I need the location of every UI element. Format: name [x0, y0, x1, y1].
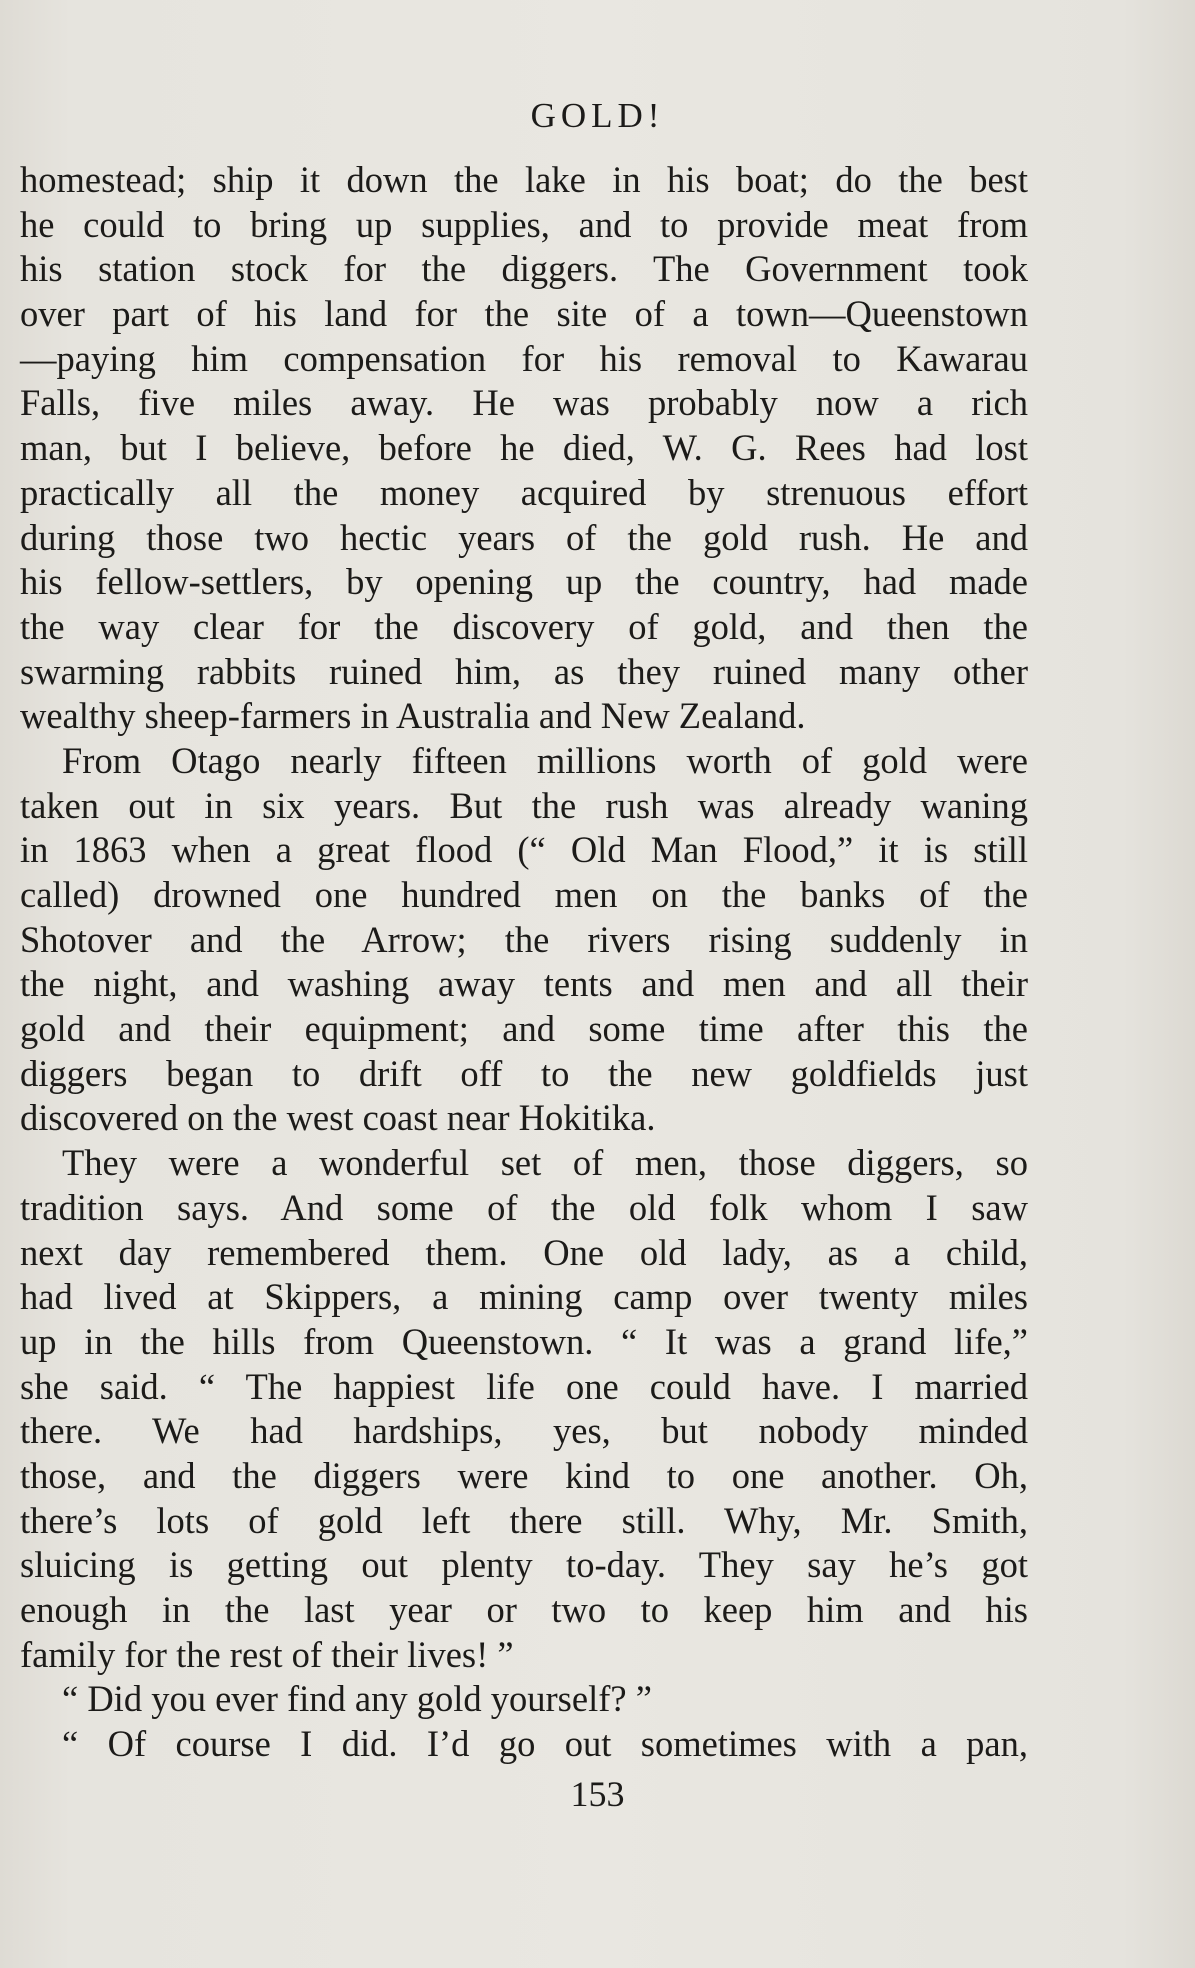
- text-line: there’s lots of gold left there still. Why, Mr. Smith,: [20, 1499, 1028, 1541]
- text-line: tradition says. And some of the old folk whom I saw: [20, 1186, 1028, 1228]
- text-line: homestead; ship it down the lake in his boat; do the best: [20, 159, 1028, 200]
- text-line: during those two hectic years of the gold rush. He and: [20, 516, 1028, 558]
- text-line: diggers began to drift off to the new goldfields just: [20, 1052, 1028, 1094]
- text-line: gold and their equipment; and some time after this the: [20, 1008, 1028, 1050]
- text-line: in 1863 when a great flood (“ Old Man Flood,” it is still: [20, 829, 1028, 871]
- text-line: wealthy sheep-farmers in Australia and New Zealand.: [20, 695, 806, 737]
- text-line: had lived at Skippers, a mining camp over twenty miles: [20, 1276, 1028, 1318]
- text-line: family for the rest of their lives! ”: [20, 1633, 514, 1675]
- text-line: Shotover and the Arrow; the rivers rising suddenly in: [20, 918, 1028, 960]
- text-line: called) drowned one hundred men on the banks of the: [20, 874, 1028, 915]
- text-line: those, and the diggers were kind to one another. Oh,: [20, 1454, 1028, 1496]
- text-line: —paying him compensation for his removal to Kawarau: [20, 337, 1028, 379]
- text-line: sluicing is getting out plenty to-day. They say he’s got: [20, 1544, 1028, 1586]
- text-line: practically all the money acquired by strenuous effort: [20, 471, 1028, 513]
- text-line: he could to bring up supplies, and to provide meat from: [20, 203, 1028, 245]
- text-line: she said. “ The happiest life one could have. I married: [20, 1365, 1028, 1407]
- text-line: his fellow-settlers, by opening up the country, had made: [20, 561, 1028, 603]
- text-line: his station stock for the diggers. The Government took: [20, 248, 1028, 290]
- body-text: [20, 158, 1028, 1767]
- text-line: They were a wonderful set of men, those diggers, so: [62, 1142, 1028, 1184]
- text-line: next day remembered them. One old lady, as a child,: [20, 1231, 1028, 1273]
- text-line: “ Did you ever find any gold yourself? ”: [62, 1678, 652, 1720]
- text-line: up in the hills from Queenstown. “ It was a grand life,”: [20, 1320, 1028, 1362]
- text-line: enough in the last year or two to keep him and his: [20, 1589, 1028, 1630]
- text-line: Falls, five miles away. He was probably now a rich: [20, 382, 1028, 424]
- text-line: there. We had hardships, yes, but nobody minded: [20, 1410, 1028, 1452]
- text-line: From Otago nearly fifteen millions worth of gold were: [62, 739, 1028, 781]
- text-line: man, but I believe, before he died, W. G. Rees had lost: [20, 427, 1028, 469]
- text-line: the way clear for the discovery of gold, and then the: [20, 605, 1028, 647]
- running-head: GOLD!: [530, 96, 665, 135]
- text-line: taken out in six years. But the rush was already waning: [20, 784, 1028, 826]
- text-line: over part of his land for the site of a town—Queenstown: [20, 293, 1028, 335]
- text-line: swarming rabbits ruined him, as they ruined many other: [20, 650, 1028, 692]
- text-line: “ Of course I did. I’d go out sometimes with a pan,: [62, 1723, 1028, 1765]
- page-number: 153: [570, 1774, 625, 1814]
- text-line: the night, and washing away tents and men and all their: [20, 963, 1028, 1005]
- text-line: discovered on the west coast near Hokitika.: [20, 1097, 656, 1139]
